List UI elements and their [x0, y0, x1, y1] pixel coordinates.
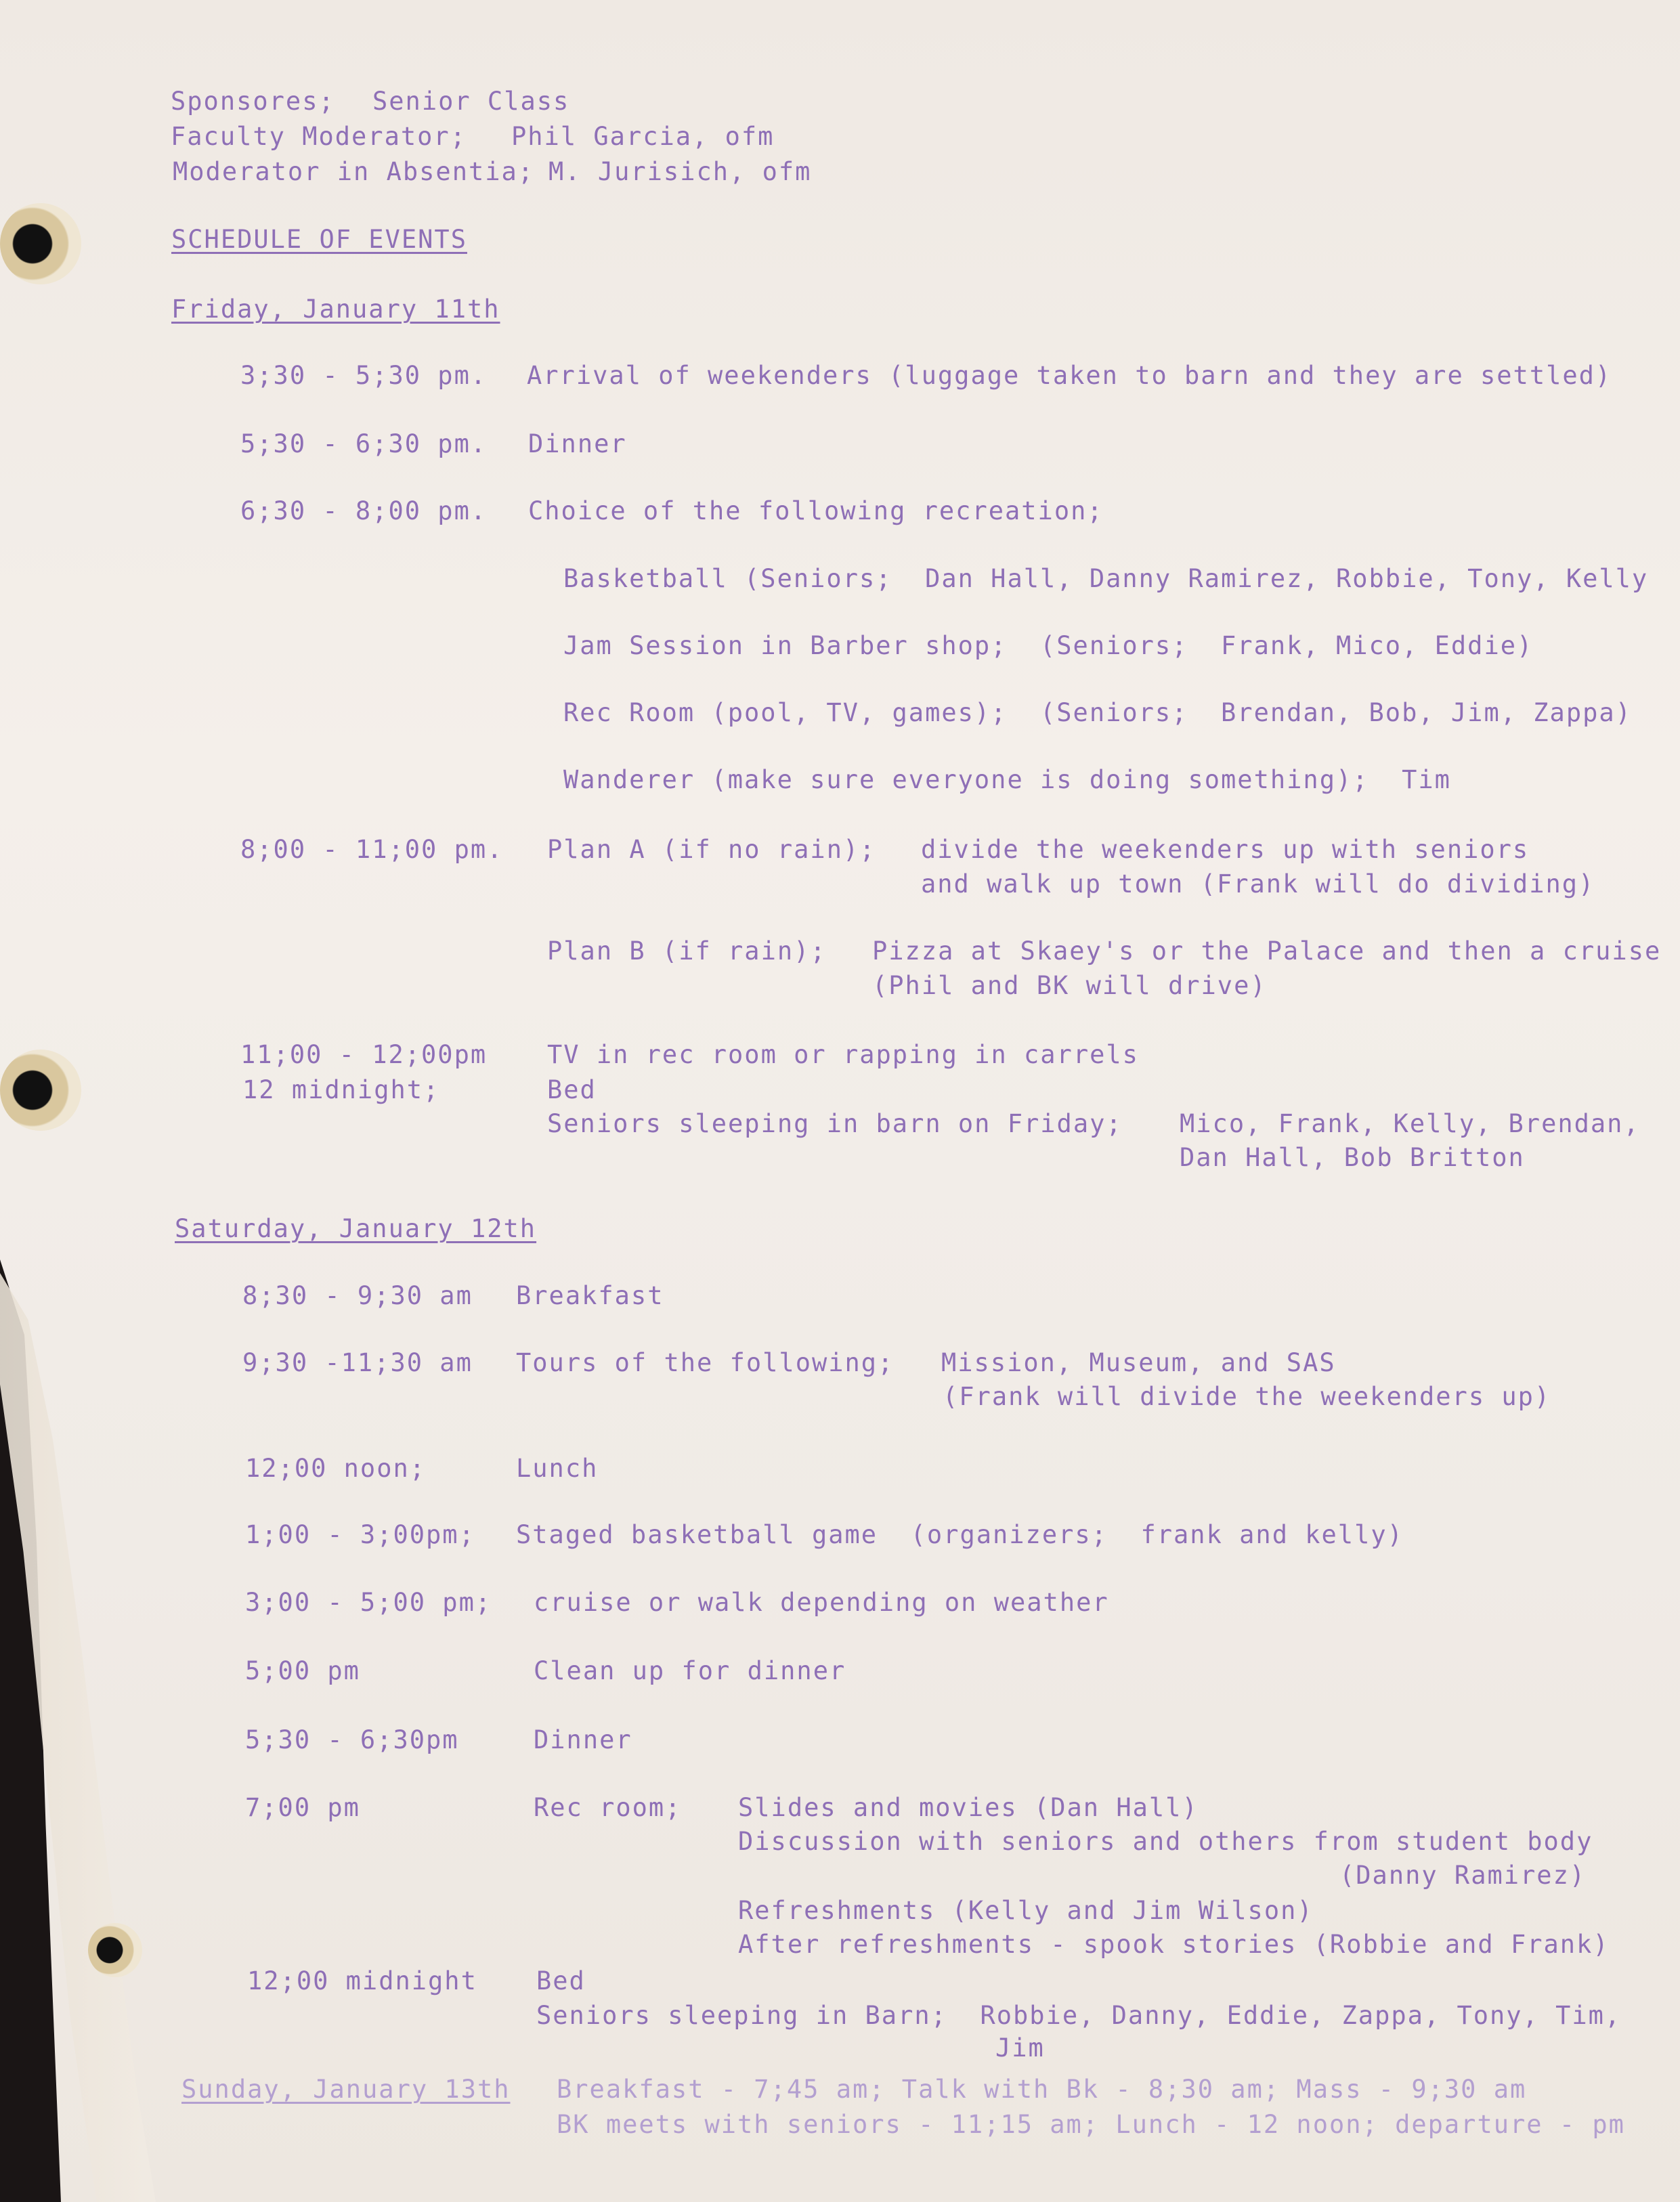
- sponsors-label: Sponsores;: [171, 87, 335, 116]
- event-time: 12;00 midnight: [247, 1966, 477, 1995]
- event-text: After refreshments - spook stories (Robbie and Frank): [738, 1930, 1610, 1959]
- event-text: Clean up for dinner: [534, 1656, 846, 1685]
- sunday-schedule-line: Breakfast - 7;45 am; Talk with Bk - 8;30 am; Mass - 9;30 am: [557, 2075, 1527, 2104]
- event-text: Dinner: [534, 1725, 632, 1754]
- recreation-item: Wanderer (make sure everyone is doing something); Tim: [563, 765, 1451, 794]
- event-time: 11;00 - 12;00pm: [240, 1040, 488, 1069]
- event-text: Refreshments (Kelly and Jim Wilson): [738, 1896, 1314, 1925]
- faculty-moderator-label: Faculty Moderator;: [171, 122, 467, 151]
- plan-a-text: and walk up town (Frank will do dividing): [921, 869, 1595, 899]
- event-text: Breakfast: [516, 1281, 664, 1310]
- binder-hole-icon: [0, 203, 81, 284]
- plan-a-text: divide the weekenders up with seniors: [921, 835, 1530, 864]
- event-time: 3;30 - 5;30 pm.: [240, 361, 488, 390]
- event-text: Bed: [547, 1075, 597, 1104]
- plan-b-text: Pizza at Skaey's or the Palace and then a cruise: [872, 936, 1662, 966]
- moderator-absentia-value: M. Jurisich, ofm: [548, 157, 812, 186]
- event-time: 9;30 -11;30 am: [242, 1348, 473, 1377]
- event-time: 12 midnight;: [242, 1075, 440, 1104]
- binder-hole-icon: [0, 1050, 81, 1131]
- sleeping-list: Jim: [995, 2033, 1045, 2063]
- recreation-item: Jam Session in Barber shop; (Seniors; Frank, Mico, Eddie): [563, 631, 1534, 660]
- plan-b-text: (Phil and BK will drive): [872, 971, 1267, 1000]
- event-time: 6;30 - 8;00 pm.: [240, 496, 488, 525]
- event-text: Mission, Museum, and SAS: [941, 1348, 1336, 1377]
- event-text: (Danny Ramirez): [1339, 1861, 1587, 1890]
- event-text: Dinner: [528, 429, 627, 458]
- sleeping-list: Seniors sleeping in Barn; Robbie, Danny, Eddie, Zappa, Tony, Tim,: [536, 2001, 1622, 2030]
- sleeping-list: Dan Hall, Bob Britton: [1180, 1143, 1525, 1172]
- schedule-title: SCHEDULE OF EVENTS: [171, 225, 467, 254]
- moderator-absentia-label: Moderator in Absentia;: [173, 157, 535, 186]
- event-text: cruise or walk depending on weather: [534, 1588, 1109, 1617]
- event-time: 5;30 - 6;30pm: [245, 1725, 459, 1754]
- plan-b-label: Plan B (if rain);: [547, 936, 827, 966]
- plan-a-label: Plan A (if no rain);: [547, 835, 876, 864]
- event-time: 8;30 - 9;30 am: [242, 1281, 473, 1310]
- faculty-moderator-value: Phil Garcia, ofm: [511, 122, 775, 151]
- event-text: Slides and movies (Dan Hall): [738, 1793, 1199, 1822]
- sponsors-value: Senior Class: [372, 87, 570, 116]
- event-time: 1;00 - 3;00pm;: [245, 1520, 475, 1549]
- event-text: Staged basketball game (organizers; frank and kelly): [516, 1520, 1404, 1549]
- event-time: 7;00 pm: [245, 1793, 360, 1822]
- recreation-item: Rec Room (pool, TV, games); (Seniors; Brendan, Bob, Jim, Zappa): [563, 698, 1632, 727]
- sunday-heading: Sunday, January 13th: [181, 2075, 511, 2104]
- event-time: 8;00 - 11;00 pm.: [240, 835, 504, 864]
- event-text: Choice of the following recreation;: [528, 496, 1104, 525]
- sleeping-list: Mico, Frank, Kelly, Brendan,: [1180, 1109, 1640, 1138]
- event-time: 3;00 - 5;00 pm;: [245, 1588, 492, 1617]
- event-text: TV in rec room or rapping in carrels: [547, 1040, 1139, 1069]
- event-text: Tours of the following;: [516, 1348, 895, 1377]
- saturday-heading: Saturday, January 12th: [175, 1214, 537, 1243]
- event-text: Discussion with seniors and others from student body: [738, 1827, 1593, 1856]
- event-text: (Frank will divide the weekenders up): [943, 1382, 1551, 1411]
- event-time: 12;00 noon;: [245, 1454, 427, 1483]
- recreation-item: Basketball (Seniors; Dan Hall, Danny Ramirez, Robbie, Tony, Kelly: [563, 564, 1649, 593]
- binder-hole-icon: [88, 1923, 142, 1977]
- event-text: Rec room;: [534, 1793, 682, 1822]
- sunday-schedule-line: BK meets with seniors - 11;15 am; Lunch - 12 noon; departure - pm: [557, 2110, 1625, 2139]
- event-text: Bed: [536, 1966, 586, 1995]
- sleeping-label: Seniors sleeping in barn on Friday;: [547, 1109, 1123, 1138]
- event-text: Lunch: [516, 1454, 599, 1483]
- event-time: 5;00 pm: [245, 1656, 360, 1685]
- event-time: 5;30 - 6;30 pm.: [240, 429, 488, 458]
- friday-heading: Friday, January 11th: [171, 295, 500, 324]
- event-text: Arrival of weekenders (luggage taken to barn and they are settled): [527, 361, 1612, 390]
